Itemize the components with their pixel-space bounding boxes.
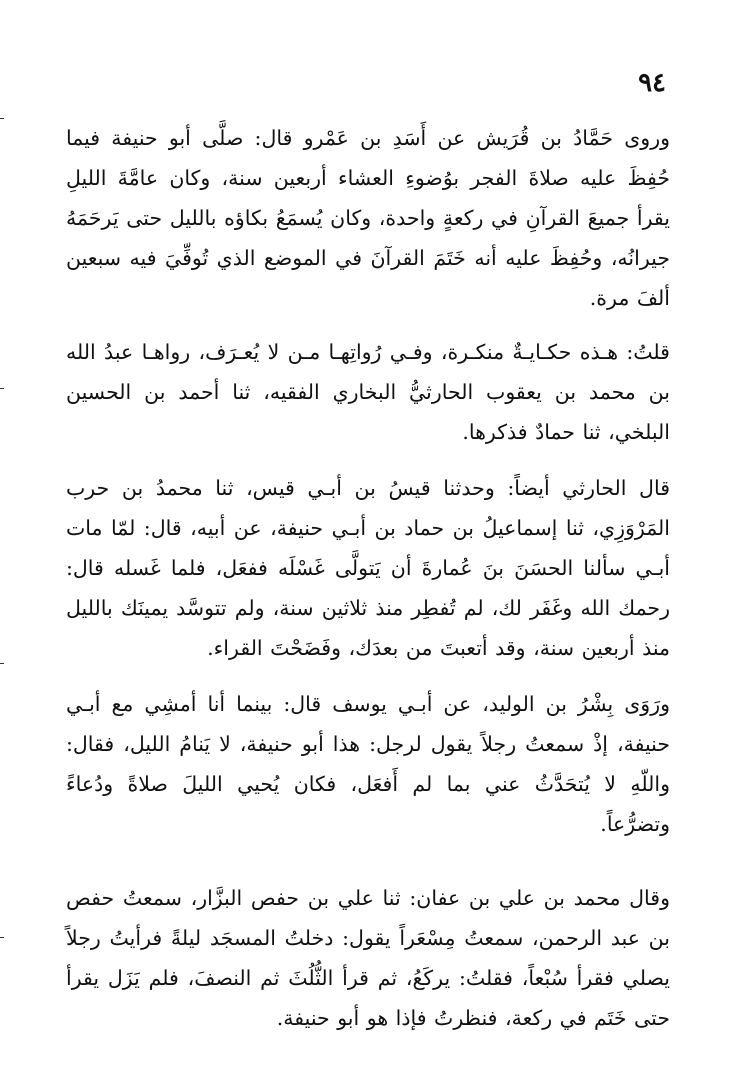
paragraph-bishr-report: ورَوَى بِشْرُ بن الوليد، عن أبـي يوسف قال: بينما أنا أمشِي مع أبـي حنيفة، إذْ سمعتُ رجلاً يقول لرجل: هذا أبو حنيفة، لا يَنامُ الليل، فقال: واللّهِ لا يُتحَدَّثُ عني بما لم أَفعَل، فكان يُحيي الليلَ صلاةً ودُعاءً وتضرُّعاً. <box>66 692 670 836</box>
scan-edge-mark <box>0 663 4 664</box>
paragraph-hammad-report: وروى حَمَّادُ بن قُرَيش عن أَسَدِ بن عَمْرو قال: صلَّى أبو حنيفة فيما حُفِظَ عليه صلاةَ الفجر بوُضوءِ العشاء أربعين سنة، وكان عامَّةَ الليلِ يقرأ جميعَ القرآنِ في ركعةٍ واحدة، وكان يُسمَعُ بكاؤه بالليل حتى يَرحَمَهُ جيرانُه، وحُفِظَ عليه أنه خَتَمَ القرآنَ في الموضع الذي تُوفِّيَ فيه سبعين ألفَ مرة. <box>66 126 670 310</box>
scan-edge-mark <box>0 937 4 938</box>
main-text <box>66 118 670 1052</box>
page-number: ٩٤ <box>638 68 666 98</box>
scan-edge-mark <box>0 118 4 119</box>
paragraph-harithi-report: قال الحارثي أيضاً: وحدثنا قيسُ بن أبـي قيس، ثنا محمدُ بن حرب المَرْوَزِي، ثنا إسماعيلُ بن حماد بن أبـي حنيفة، عن أبيه، قال: لمّا مات أبـي سألنا الحسَنَ بنَ عُمارةَ أن يَتولَّى غَسْلَه ففعَل، فلما غَسله قال: رحمك الله وغَفَر لك، لم تُفطِر منذ ثلاثين سنة، ولم تتوسَّد يمينَك بالليل منذ أربعين سنة، وقد أتعبتَ من بعدَك، وفَضَحْتَ القراء. <box>66 476 670 660</box>
scan-edge-mark <box>0 388 4 389</box>
paragraph-author-comment: قلتُ: هـذه حكـايـةٌ منكـرة، وفـي رُواتِهـا مـن لا يُعـرَف، رواهـا عبدُ الله بن محمد بن يعقوب الحارثيُّ البخاري الفقيه، ثنا أحمد بن الحسين البلخي، ثنا حمادٌ فذكرها. <box>66 340 670 444</box>
paragraph-misar-report: وقال محمد بن علي بن عفان: ثنا علي بن حفص البزَّار، سمعتُ حفص بن عبد الرحمن، سمعتُ مِسْعَراً يقول: دخلتُ المسجَد ليلةً فرأيتُ رجلاً يصلي فقرأ سُبْعاً، فقلتُ: يركَعُ، ثم قرأ الثُّلُثَ ثم النصفَ، فلم يَزَل يقرأ حتى خَتَم في ركعة، فنظرتُ فإذا هو أبو حنيفة. <box>66 886 670 1030</box>
